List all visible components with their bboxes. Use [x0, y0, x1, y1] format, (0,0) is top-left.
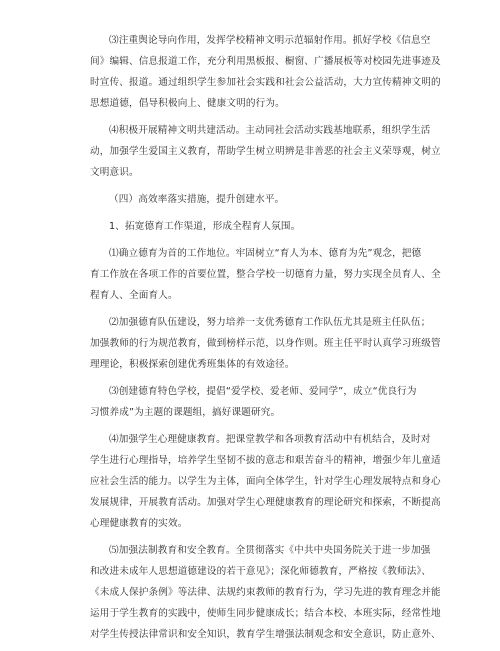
- text-line: ⑶注重舆论导向作用，发挥学校精神文明示范辐射作用。抓好学校《信息空: [109, 35, 431, 46]
- text-line: 动，加强学生爱国主义教育，帮助学生树立明辨是非善恶的社会主义荣辱观，树立: [90, 146, 441, 157]
- paragraph-team-building: [90, 312, 441, 375]
- paragraph-publicity: [90, 30, 441, 114]
- text-line: 对学生传授法律常识和安全知识，教育学生增强法制观念和安全意识，防止意外、: [90, 629, 441, 640]
- text-line: 发展规律，开展教育活动。加强对学生心理健康教育的理论研究和探索，不断提高: [90, 497, 441, 508]
- text-line: ⑵加强德育队伍建设，努力培养一支优秀德育工作队伍尤其是班主任队伍；: [109, 317, 431, 328]
- paragraph-mental-health: [90, 429, 441, 534]
- document-body: [90, 30, 441, 651]
- text-line: 运用于学生教育的实践中，使师生同步健康成长；结合本校、本班实际，经常性地: [90, 608, 441, 619]
- text-line: 程育人、全面育人。: [90, 290, 178, 301]
- section-heading-four: [90, 189, 428, 210]
- text-line: 和改进未成年人思想道德建设的若干意见》；深化师德教育，严格按《教师法》、: [90, 566, 432, 577]
- text-line: （四）高效率落实措施，提升创建水平。: [109, 194, 285, 205]
- paragraph-legal-safety: [90, 540, 441, 645]
- text-line: 《未成人保护条例》等法律、法规约束教师的教育行为，学习先进的教育理念并能: [90, 587, 441, 598]
- paragraph-joint-construction: [90, 120, 441, 183]
- text-line: 心理健康教育的实效。: [90, 518, 188, 529]
- text-line: 学生进行心理指导，培养学生坚韧不拔的意志和艰苦奋斗的精神，增强少年儿童适: [90, 455, 441, 466]
- paragraph-featured-school: [90, 381, 428, 423]
- text-line: 思想道德，倡导积极向上、健康文明的行为。: [90, 98, 285, 109]
- text-line: ⑶创建德育特色学校，提倡“爱学校、爱老师、爱同学”，成立“优良行为: [109, 386, 417, 397]
- text-line: ⑷加强学生心理健康教育。把课堂教学和各项教育活动中有机结合，及时对: [109, 434, 431, 445]
- text-line: 间》编辑、信息报道工作，充分利用黑板报、橱窗、广播展板等对校园先进事迹及: [90, 56, 441, 67]
- text-line: 理理论，积极探索创建优秀班集体的有效途径。: [90, 359, 295, 370]
- text-line: ⑷积极开展精神文明共建活动。主动同社会活动实践基地联系，组织学生活: [109, 125, 431, 136]
- subheading-one: [90, 216, 428, 237]
- text-line: 育工作放在各项工作的首要位置，整合学校一切德育力量，努力实现全员育人、全: [90, 269, 441, 280]
- text-line: 习惯养成”为主题的课题组，搞好课题研究。: [90, 407, 281, 418]
- text-line: ⑴确立德育为首的工作地位。牢固树立“育人为本、德育为先”观念，把德: [109, 248, 422, 259]
- text-line: 加强教师的行为规范教育，做到榜样示范，以身作则。班主任平时认真学习班级管: [90, 338, 441, 349]
- text-line: 应社会生活的能力。以学生为主体，面向全体学生，针对学生心理发展特点和身心: [90, 476, 441, 487]
- text-line: 1、拓宽德育工作渠道，形成全程育人氛围。: [109, 221, 301, 232]
- text-line: ⑸加强法制教育和安全教育。全贯彻落实《中共中央国务院关于进一步加强: [109, 545, 431, 556]
- text-line: 文明意识。: [90, 167, 139, 178]
- paragraph-moral-priority: [90, 243, 441, 306]
- text-line: 时宣传、报道。通过组织学生参加社会实践和社会公益活动，大力宣传精神文明的: [90, 77, 441, 88]
